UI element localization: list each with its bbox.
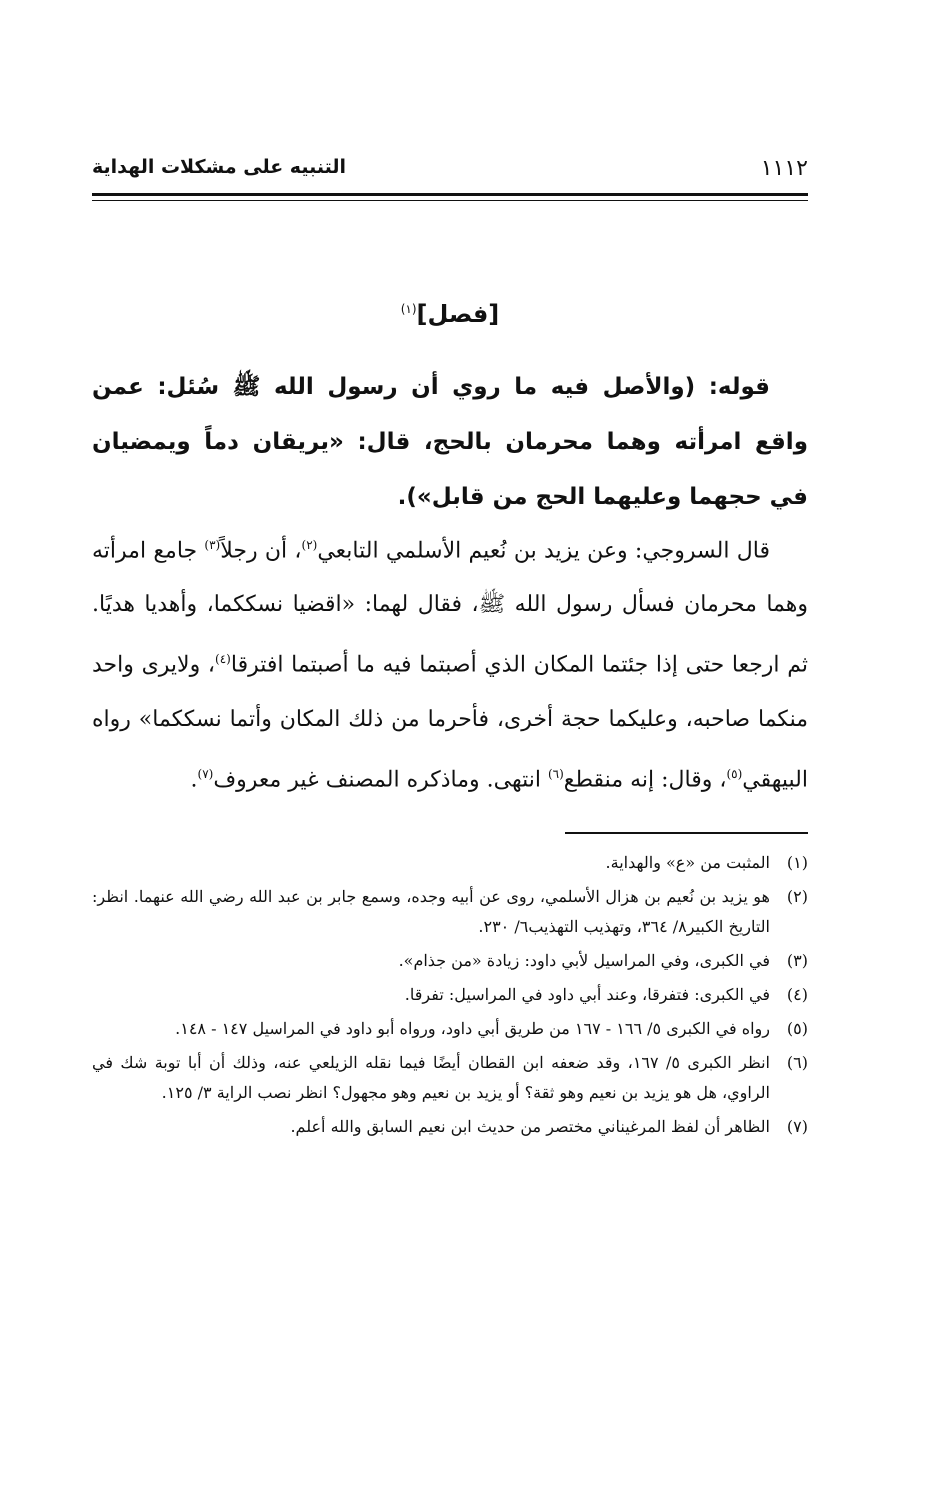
text-run: انتهى. وماذكره المصنف غير معروف	[213, 766, 548, 792]
footnote-item	[92, 1048, 808, 1108]
footnote-number: (٧)	[786, 1117, 808, 1136]
quoted-paragraph: قوله: (والأصل فيه ما روي أن رسول الله ﷺ سُئل: عمن واقع امرأته وهما محرمان بالحج، قال: «يريقان دماً ويمضيان في حجهما وعليهما الحج من قابل»).	[92, 374, 808, 510]
footnote-item	[92, 1014, 808, 1044]
footnote-number: (٤)	[786, 985, 808, 1004]
commentary-block	[92, 518, 808, 807]
book-title: التنبيه على مشكلات الهداية	[92, 156, 346, 178]
footnote-text: انظر الكبرى ٥/ ١٦٧، وقد ضعفه ابن القطان أيضًا فيما نقله الزيلعي عنه، وذلك أن أبا توبة شك في الراوي، هل هو يزيد بن نعيم وهو ثقة؟ أو يزيد بن نعيم وهو مجهول؟ انظر نصب الراية ٣/ ١٢٥.	[92, 1053, 771, 1102]
footnote-number: (١)	[786, 853, 808, 872]
footnote-ref: (٣)	[204, 538, 221, 552]
footnote-ref: (١)	[400, 302, 417, 316]
footnote-item	[92, 882, 808, 942]
page-number: ١١١٢	[760, 156, 808, 181]
footnote-number: (٥)	[786, 1019, 808, 1038]
footnote-text: هو يزيد بن نُعيم بن هزال الأسلمي، روى عن أبيه وجده، وسمع جابر بن عبد الله رضي الله عنهما. انظر: التاريخ الكبير٨/ ٣٦٤، وتهذيب التهذيب٦/ ٢٣٠.	[92, 887, 770, 936]
text-run: ، وقال: إنه منقطع	[563, 766, 727, 792]
footnote-ref: (٧)	[197, 766, 214, 781]
footnote-number: (٢)	[786, 887, 808, 906]
text-run: قال السروجي: وعن يزيد بن نُعيم الأسلمي التابعي	[317, 538, 770, 564]
footnote-item	[92, 848, 808, 878]
text-run: ، ولايرى واحد منكما صاحبه، وعليكما حجة أخرى، فأحرما من ذلك المكان وأتما نسككما» رواه البيهقي	[92, 652, 808, 792]
footnote-ref: (٤)	[215, 652, 231, 667]
quoted-text-block	[92, 360, 808, 525]
header-rule-thick	[92, 193, 808, 196]
footnotes-list	[92, 848, 808, 1146]
footnote-text: المثبت من «ع» والهداية.	[605, 853, 770, 872]
running-header	[92, 150, 808, 190]
footnote-item	[92, 980, 808, 1010]
footnote-ref: (٦)	[547, 766, 564, 781]
commentary-paragraph	[92, 518, 808, 807]
footnote-separator	[565, 832, 808, 834]
footnote-number: (٦)	[786, 1053, 808, 1072]
footnote-item	[92, 946, 808, 976]
footnote-ref: (٥)	[726, 766, 743, 781]
footnote-text: في الكبرى: فتفرقا، وعند أبي داود في المراسيل: تفرقا.	[404, 985, 770, 1004]
header-rule-thin	[92, 200, 808, 201]
footnote-text: في الكبرى، وفي المراسيل لأبي داود: زيادة «من جذام».	[398, 951, 770, 970]
section-heading-text: [فصل]	[416, 300, 500, 328]
text-run: ، أن رجلاً	[220, 538, 302, 564]
footnote-item	[92, 1112, 808, 1142]
section-heading	[92, 300, 808, 328]
footnote-ref: (٢)	[301, 538, 318, 552]
footnote-text: الظاهر أن لفظ المرغيناني مختصر من حديث ابن نعيم السابق والله أعلم.	[290, 1117, 770, 1136]
text-run: جامع امرأته وهما محرمان فسأل رسول الله ﷺ، فقال لهما: «اقضيا نسككما، وأهديا هديًا. ثم ارجعا حتى إذا جئتما المكان الذي أصبتما فيه ما أصبتما افترقا	[92, 538, 808, 678]
footnote-number: (٣)	[786, 951, 808, 970]
text-run: .	[190, 766, 198, 792]
footnote-text: رواه في الكبرى ٥/ ١٦٦ - ١٦٧ من طريق أبي داود، ورواه أبو داود في المراسيل ١٤٧ - ١٤٨.	[175, 1019, 770, 1038]
